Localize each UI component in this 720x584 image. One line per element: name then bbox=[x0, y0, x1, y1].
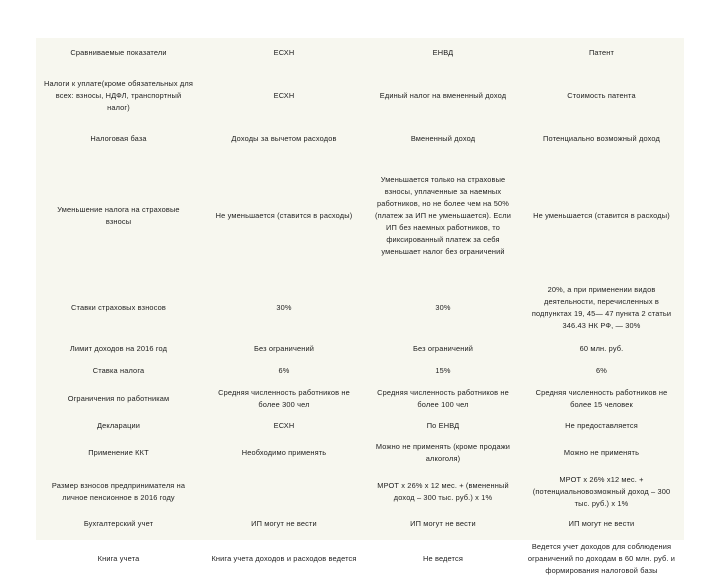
table-cell: ЕСХН bbox=[273, 91, 295, 100]
table-row bbox=[36, 416, 684, 436]
table-cell: МРОТ х 26% х 12 мес. + (вмененный доход – 300 тыс. руб.) х 1% bbox=[377, 481, 509, 502]
table-cell: ИП могут не вести bbox=[251, 519, 317, 528]
table-cell: Потенциально возможный доход bbox=[543, 134, 660, 143]
table-cell: Книга учета доходов и расходов ведется bbox=[211, 554, 357, 563]
table-row bbox=[36, 360, 684, 382]
table-row bbox=[36, 124, 684, 154]
table-cell: 30% bbox=[276, 303, 292, 312]
row-label-cell: Декларации bbox=[96, 421, 141, 430]
table-cell: Не уменьшается (ставится в расходы) bbox=[215, 211, 353, 220]
table-cell: Не ведется bbox=[423, 554, 463, 563]
table-cell: 20%, а при применении видов деятельности, перечисленных в подпунктах 19, 45— 47 пункта 2 статьи 346.43 НК РФ, — 30% bbox=[531, 285, 672, 330]
table-cell: По ЕНВД bbox=[426, 421, 460, 430]
row-label-cell: Налоги к уплате(кроме обязательных для всех: взносы, НДФЛ, транспортный налог) bbox=[44, 79, 193, 112]
row-label-cell: Налоговая база bbox=[90, 134, 147, 143]
table-cell: 6% bbox=[278, 366, 290, 375]
table-cell: Не уменьшается (ставится в расходы) bbox=[533, 211, 670, 220]
row-label-cell: Уменьшение налога на страховые взносы bbox=[57, 205, 180, 226]
table-row bbox=[36, 534, 684, 584]
table-row bbox=[36, 278, 684, 338]
comparison-sheet bbox=[36, 38, 684, 575]
row-label-cell: Ставки страховых взносов bbox=[71, 303, 166, 312]
table-cell: Необходимо применять bbox=[241, 448, 327, 457]
row-label-cell: Книга учета bbox=[97, 554, 140, 563]
table-cell: Ведется учет доходов для соблюдения ограничений по доходам в 60 млн. руб. и формирования налоговой базы bbox=[527, 542, 676, 575]
table-row bbox=[36, 68, 684, 124]
table-cell: 6% bbox=[596, 366, 607, 375]
table-cell: Вмененный доход bbox=[410, 134, 476, 143]
header-cell: Сравниваемые показатели bbox=[70, 48, 167, 57]
table-cell: ИП могут не вести bbox=[410, 519, 476, 528]
table-cell: Можно не применять (кроме продажи алкоголя) bbox=[375, 442, 511, 463]
table-cell: 30% bbox=[435, 303, 451, 312]
table-cell: Стоимость патента bbox=[567, 91, 636, 100]
row-label-cell: Размер взносов предпринимателя на личное пенсионное в 2016 году bbox=[51, 481, 186, 502]
tax-comparison-table bbox=[36, 38, 684, 584]
table-row bbox=[36, 382, 684, 416]
table-cell: Единый налог на вмененный доход bbox=[379, 91, 507, 100]
row-label-cell: Применение ККТ bbox=[88, 448, 149, 457]
table-cell: 60 млн. руб. bbox=[579, 344, 624, 353]
table-row bbox=[36, 470, 684, 514]
table-cell: ЕСХН bbox=[273, 421, 295, 430]
row-label-cell: Бухгалтерский учет bbox=[83, 519, 154, 528]
table-cell: 15% bbox=[435, 366, 451, 375]
table-cell: Можно не применять bbox=[563, 448, 640, 457]
row-label-cell: Ограничения по работникам bbox=[67, 394, 170, 403]
table-cell: Не предоставляется bbox=[565, 421, 638, 430]
row-label-cell: Ставка налога bbox=[92, 366, 145, 375]
row-label-cell: Лимит доходов на 2016 год bbox=[69, 344, 168, 353]
table-cell: Без ограничений bbox=[412, 344, 474, 353]
table-cell: Средняя численность работников не более 100 чел bbox=[377, 388, 509, 409]
table-cell: МРОТ х 26% х12 мес. + (потенциальновозможный доход – 300 тыс. руб.) х 1% bbox=[532, 475, 671, 508]
table-cell bbox=[201, 470, 367, 514]
table-cell: ИП могут не вести bbox=[568, 519, 635, 528]
header-cell: ЕСХН bbox=[273, 48, 295, 57]
header-cell: Патент bbox=[588, 48, 615, 57]
table-row bbox=[36, 436, 684, 470]
table-cell: Уменьшается только на страховые взносы, уплаченные за наемных работников, но не более чем на 50% (платеж за ИП не уменьшается). Если ИП без наемных работников, то фиксированный платеж за себя уменьшает налог без ограничений bbox=[375, 175, 511, 256]
table-cell: Средняя численность работников не более 300 чел bbox=[218, 388, 350, 409]
table-row bbox=[36, 338, 684, 360]
table-header-row bbox=[36, 38, 684, 68]
table-cell: Средняя численность работников не более 15 человек bbox=[535, 388, 668, 409]
table-row bbox=[36, 154, 684, 278]
table-row bbox=[36, 514, 684, 534]
header-cell: ЕНВД bbox=[432, 48, 454, 57]
table-body bbox=[36, 38, 684, 584]
table-cell: Доходы за вычетом расходов bbox=[231, 134, 337, 143]
table-cell: Без ограничений bbox=[253, 344, 315, 353]
